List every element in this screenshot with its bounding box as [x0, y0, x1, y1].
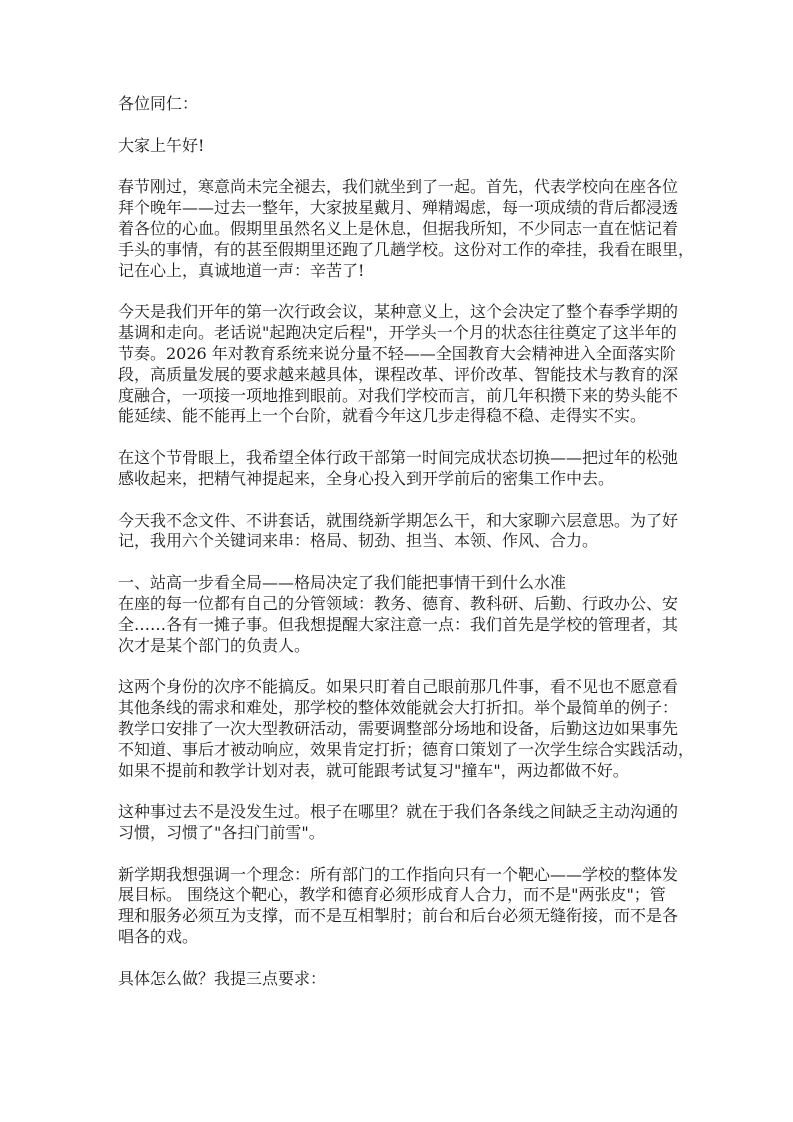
text-line: 今天是我们开年的第一次行政会议，某种意义上，这个会决定了整个春季学期的 [118, 302, 679, 322]
text-line: 各位同仁： [118, 94, 199, 113]
body-paragraph [118, 865, 688, 948]
text-line: 大家上午好! [118, 135, 205, 155]
section-heading-paragraph [118, 573, 688, 656]
text-line: 理和服务必须互为支撑，而不是互相掣肘；前台和后台必须无缝衔接，而不是各 [118, 906, 679, 926]
text-line: 拜个晚年——过去一整年，大家披星戴月、殚精竭虑，每一项成绩的背后都浸透 [118, 198, 679, 218]
text-line: 不知道、事后才被动响应，效果肯定打折；德育口策划了一次学生综合实践活动， [118, 739, 695, 759]
text-line: 能延续、能不能再上一个台阶，就看今年这几步走得稳不稳、走得实不实。 [118, 406, 647, 426]
text-line: 度融合，一项接一项地推到眼前。对我们学校而言，前几年积攒下来的势头能不 [118, 385, 679, 405]
text-line: 记，我用六个关键词来串：格局、韧劲、担当、本领、作风、合力。 [118, 531, 599, 551]
text-line: 记在心上，真诚地道一声：辛苦了! [118, 260, 365, 280]
text-line: 节奏。2026 年对教育系统来说分量不轻——全国教育大会精神进入全面落实阶 [118, 343, 676, 363]
salutation [118, 94, 688, 115]
text-line: 春节刚过，寒意尚未完全褪去，我们就坐到了一起。首先，代表学校向在座各位 [118, 177, 679, 197]
text-line: 在这个节骨眼上，我希望全体行政干部第一时间完成状态切换——把过年的松弛 [118, 448, 679, 468]
body-paragraph [118, 177, 695, 281]
text-line: 感收起来，把精气神提起来，全身心投入到开学前后的密集工作中去。 [118, 468, 615, 488]
text-line: 习惯，习惯了"各扫门前雪"。 [118, 822, 325, 842]
text-line: 基调和走向。老话说"起跑决定后程"，开学头一个月的状态往往奠定了这半年的 [118, 323, 677, 343]
text-line: 具体怎么做？我提三点要求： [118, 968, 327, 988]
text-line: 新学期我想强调一个理念：所有部门的工作指向只有一个靶心——学校的整体发 [118, 864, 679, 884]
text-line: 在座的每一位都有自己的分管领域：教务、德育、教科研、后勤、行政办公、安 [118, 593, 679, 613]
body-paragraph [118, 677, 695, 781]
text-line: 其他条线的需求和难处，那学校的整体效能就会大打折扣。举个最简单的例子： [118, 698, 679, 718]
body-paragraph [118, 802, 688, 844]
text-line: 今天我不念文件、不讲套话，就围绕新学期怎么干，和大家聊六层意思。为了好 [118, 510, 679, 530]
text-line: 这两个身份的次序不能搞反。如果只盯着自己眼前那几件事，看不见也不愿意看 [118, 677, 679, 697]
body-paragraph [118, 302, 688, 427]
text-line: 唱各的戏。 [118, 927, 199, 947]
text-line: 段，高质量发展的要求越来越具体，课程改革、评价改革、智能技术与教育的深 [118, 364, 679, 384]
text-line: 次才是某个部门的负责人。 [118, 635, 311, 655]
body-paragraph [118, 969, 688, 990]
body-paragraph [118, 448, 688, 490]
text-line: 教学口安排了一次大型教研活动，需要调整部分场地和设备，后勤这边如果事先 [118, 718, 679, 738]
text-line: 全……各有一摊子事。但我想提醒大家注意一点：我们首先是学校的管理者，其 [118, 614, 679, 634]
text-line: 着各位的心血。假期里虽然名义上是休息，但据我所知，不少同志一直在惦记着 [118, 218, 679, 238]
text-line: 如果不提前和教学计划对表，就可能跟考试复习"撞车"，两边都做不好。 [118, 760, 629, 780]
body-paragraph [118, 511, 688, 553]
text-line: 这种事过去不是没发生过。根子在哪里？就在于我们各条线之间缺乏主动沟通的 [118, 802, 679, 822]
text-line: 一、站高一步看全局——格局决定了我们能把事情干到什么水准 [118, 573, 567, 593]
document-page [118, 94, 695, 1010]
body-paragraph [118, 136, 688, 157]
text-line: 展目标。 围绕这个靶心，教学和德育必须形成育人合力，而不是"两张皮"；管 [118, 885, 666, 905]
text-line: 手头的事情，有的甚至假期里还跑了几趟学校。这份对工作的牵挂，我看在眼里， [118, 239, 695, 259]
